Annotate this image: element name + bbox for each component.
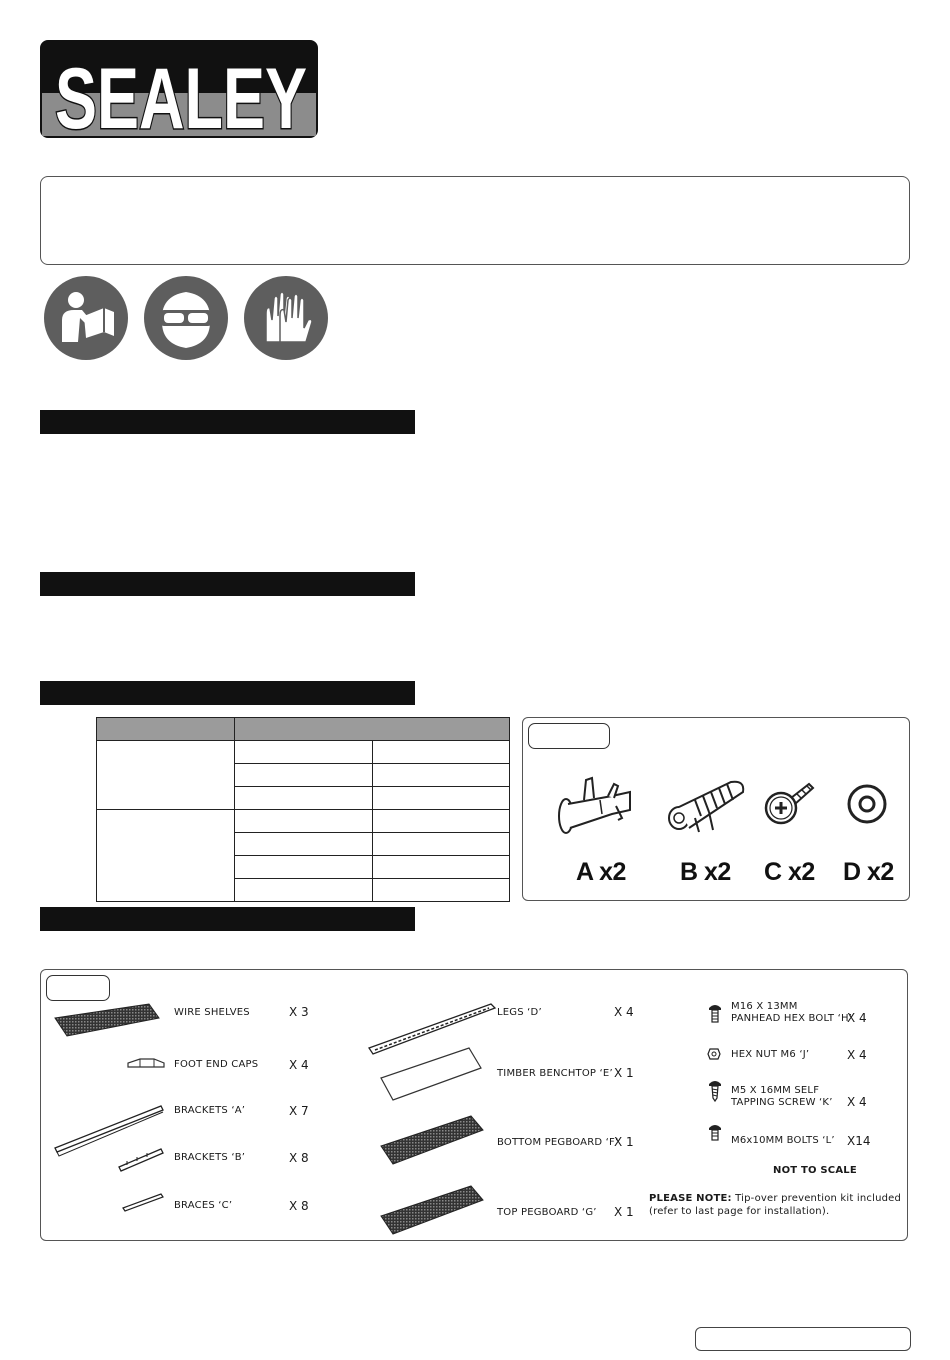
figure-tag bbox=[528, 723, 610, 749]
part-qty: X 4 bbox=[614, 1005, 634, 1019]
part-name: LEGS ‘D’ bbox=[497, 1007, 542, 1018]
benchtop-icon bbox=[377, 1046, 485, 1104]
part-name: M6x10MM BOLTS ‘L’ bbox=[731, 1135, 835, 1146]
hex-bolt-icon bbox=[707, 1002, 723, 1024]
not-to-scale-note: NOT TO SCALE bbox=[773, 1165, 857, 1176]
bracket-b-icon bbox=[117, 1145, 165, 1173]
table-header-cell bbox=[97, 718, 235, 741]
table-cell bbox=[235, 856, 373, 879]
bolt-icon bbox=[707, 1122, 723, 1142]
please-note-label: PLEASE NOTE: bbox=[649, 1193, 732, 1204]
fixings-figure bbox=[522, 717, 910, 901]
table-cell bbox=[235, 879, 373, 902]
pegboard-icon bbox=[379, 1112, 487, 1168]
table-cell bbox=[235, 810, 373, 833]
foot-end-cap-icon bbox=[126, 1055, 166, 1071]
please-note-text: Tip-over prevention kit included bbox=[731, 1193, 902, 1204]
part-qty: X 4 bbox=[847, 1011, 867, 1025]
part-qty: X 7 bbox=[289, 1104, 309, 1118]
part-name: BOTTOM PEGBOARD ‘F’ bbox=[497, 1137, 619, 1148]
wall-plug-b-icon bbox=[665, 770, 751, 836]
please-note-line-2: (refer to last page for installation). bbox=[649, 1206, 830, 1217]
fixing-label-c: C x2 bbox=[764, 858, 815, 886]
wire-shelf-icon bbox=[51, 1000, 163, 1040]
part-name: WIRE SHELVES bbox=[174, 1007, 250, 1018]
screw-icon bbox=[761, 778, 817, 828]
logo-text: SEALEY bbox=[55, 51, 307, 147]
part-name: M16 X 13MM bbox=[731, 1001, 798, 1012]
table-cell bbox=[373, 833, 510, 856]
title-box bbox=[40, 176, 910, 265]
fixing-label-d: D x2 bbox=[843, 858, 894, 886]
table-cell bbox=[235, 764, 373, 787]
table-cell bbox=[373, 787, 510, 810]
part-name: HEX NUT M6 ‘J’ bbox=[731, 1049, 810, 1060]
part-qty: X 4 bbox=[847, 1048, 867, 1062]
table-cell bbox=[373, 856, 510, 879]
part-name: PANHEAD HEX BOLT ‘H’ bbox=[731, 1013, 853, 1024]
section-bar-4 bbox=[40, 907, 415, 931]
part-name: FOOT END CAPS bbox=[174, 1059, 259, 1070]
contents-figure bbox=[40, 969, 908, 1241]
table-cell bbox=[235, 833, 373, 856]
fixing-label-b: B x2 bbox=[680, 858, 731, 886]
part-name: TOP PEGBOARD ‘G’ bbox=[497, 1207, 597, 1218]
part-qty: X 4 bbox=[847, 1095, 867, 1109]
section-bar-3 bbox=[40, 681, 415, 705]
table-cell bbox=[373, 741, 510, 764]
part-name: BRACKETS ‘B’ bbox=[174, 1152, 246, 1163]
hex-nut-icon bbox=[707, 1048, 721, 1060]
part-qty: X 1 bbox=[614, 1135, 634, 1149]
part-name: BRACES ‘C’ bbox=[174, 1200, 233, 1211]
table-cell bbox=[373, 810, 510, 833]
part-name: BRACKETS ‘A’ bbox=[174, 1105, 246, 1116]
brace-icon bbox=[121, 1190, 165, 1212]
sealey-logo bbox=[40, 40, 318, 147]
tapping-screw-icon bbox=[707, 1078, 723, 1102]
read-manual-icon bbox=[44, 276, 128, 360]
figure-tag bbox=[46, 975, 110, 1001]
wall-plug-a-icon bbox=[556, 770, 640, 838]
part-qty: X14 bbox=[847, 1134, 871, 1148]
part-qty: X 1 bbox=[614, 1066, 634, 1080]
table-cell bbox=[235, 741, 373, 764]
safety-goggles-icon bbox=[144, 276, 228, 360]
table-cell bbox=[235, 787, 373, 810]
section-bar-1 bbox=[40, 410, 415, 434]
washer-icon bbox=[845, 782, 889, 826]
safety-gloves-icon bbox=[244, 276, 328, 360]
part-name: TIMBER BENCHTOP ‘E’ bbox=[497, 1068, 613, 1079]
part-name: TAPPING SCREW ‘K’ bbox=[731, 1097, 833, 1108]
specification-table bbox=[96, 717, 510, 902]
fixing-label-a: A x2 bbox=[576, 858, 626, 886]
part-qty: X 3 bbox=[289, 1005, 309, 1019]
table-group-cell bbox=[97, 810, 235, 902]
table-header-cell bbox=[235, 718, 510, 741]
table-cell bbox=[373, 764, 510, 787]
part-qty: X 1 bbox=[614, 1205, 634, 1219]
pegboard-icon bbox=[379, 1182, 487, 1238]
page-number-box bbox=[695, 1327, 911, 1351]
table-cell bbox=[373, 879, 510, 902]
please-note-line-1 bbox=[649, 1193, 901, 1204]
part-name: M5 X 16MM SELF bbox=[731, 1085, 820, 1096]
section-bar-2 bbox=[40, 572, 415, 596]
part-qty: X 8 bbox=[289, 1151, 309, 1165]
part-qty: X 4 bbox=[289, 1058, 309, 1072]
table-group-cell bbox=[97, 741, 235, 810]
part-qty: X 8 bbox=[289, 1199, 309, 1213]
